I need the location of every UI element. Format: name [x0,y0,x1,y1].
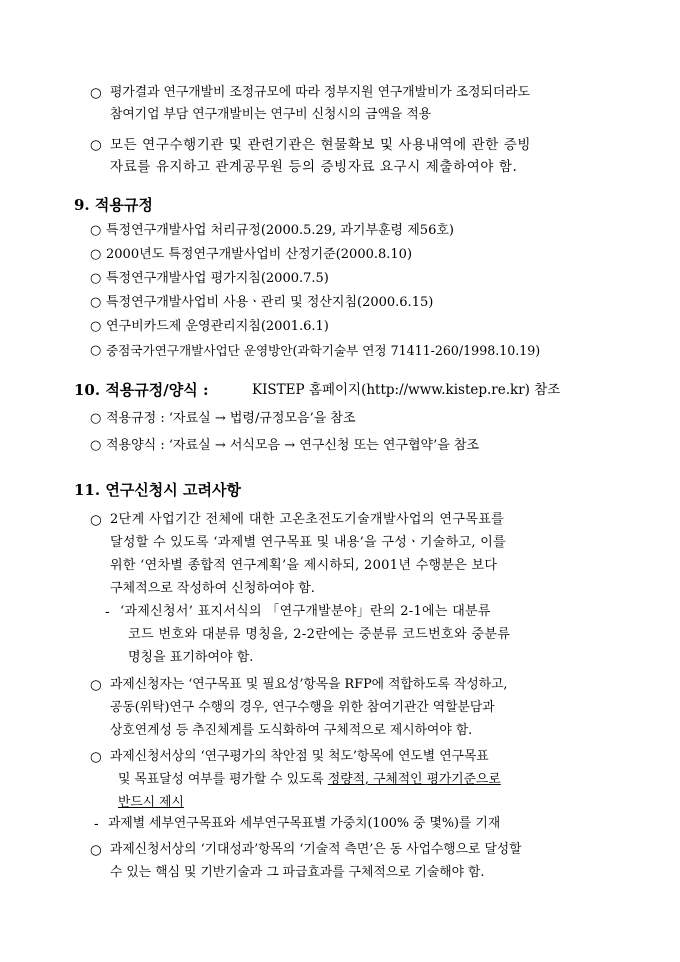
s11-bullet-1-line-1: 2단계 사업기간 전체에 대한 고온초전도기술개발사업의 연구목표를 [110,512,505,527]
s11-bullet-4-line-2: 수 있는 핵심 및 기반기술과 그 파급효과를 구체적으로 기술해야 함. [110,865,485,880]
s9-item-1: 특정연구개발사업 처리규정(2000.5.29, 과기부훈령 제56호) [106,223,454,238]
bullet-icon: ○ [90,343,102,358]
s11-bullet-4-line-1: 과제신청서상의 ‘기대성과’항목의 ‘기술적 측면’은 동 사업수행으로 달성할 [110,842,522,857]
s10-item-1: 적용규정 : ‘자료실 → 법령/규정모음’을 참조 [106,411,356,426]
s9-item-6: 중점국가연구개발사업단 운영방안(과학기술부 연정 71411-260/1998.10.19) [106,343,541,358]
s9-item-3: 특정연구개발사업 평가지침(2000.7.5) [106,271,329,286]
s9-item-4: 특정연구개발사업비 사용ㆍ관리 및 정산지침(2000.6.15) [106,295,434,310]
s11-bullet-1-line-4: 구체적으로 작성하여 신청하여야 함. [110,581,315,596]
s10-item-2: 적용양식 : ‘자료실 → 서식모음 → 연구신청 또는 연구협약’을 참조 [106,438,480,453]
section-9-heading: 9. 적용규정 [74,196,153,214]
s11-bullet-3-line-3-underlined: 반드시 제시 [118,795,184,810]
intro-bullet-2-line-2: 자료를 유지하고 관계공무원 등의 증빙자료 요구시 제출하여야 함. [110,159,518,175]
bullet-icon: ○ [90,438,102,453]
s11-bullet-2-line-2: 공동(위탁)연구 수행의 경우, 연구수행을 위한 참여기관간 역할분담과 [110,700,495,715]
bullet-icon: ○ [90,247,102,262]
s9-item-2: 2000년도 특정연구개발사업비 산정기준(2000.8.10) [106,247,413,262]
bullet-icon: ○ [90,749,102,765]
bullet-icon: ○ [90,295,102,310]
s9-item-5: 연구비카드제 운영관리지침(2001.6.1) [106,319,329,334]
section-10-heading: 10. 적용규정/양식 : [74,381,209,399]
s11-bullet-1-line-2: 달성할 수 있도록 ‘과제별 연구목표 및 내용’을 구성ㆍ기술하고, 이를 [110,535,506,550]
s11-dash-1-line-1: ‘과제신청서’ 표지서식의 「연구개발분야」란의 2-1에는 대분류 [120,604,491,619]
s11-bullet-3-line-2-plain: 및 목표달성 여부를 평가할 수 있도록 [118,772,328,787]
s11-bullet-3-line-1: 과제신청서상의 ‘연구평가의 착안점 및 척도’항목에 연도별 연구목표 [110,749,489,764]
section-11-heading: 11. 연구신청시 고려사항 [74,481,241,499]
intro-bullet-1-line-1: 평가결과 연구개발비 조정규모에 따라 정부지원 연구개발비가 조정되더라도 [110,85,530,100]
s11-bullet-2-line-1: 과제신청자는 ‘연구목표 및 필요성’항목을 RFP에 적합하도록 작성하고, [110,677,508,692]
s11-bullet-3-underlined-criteria: 정량적, 구체적인 평가기준으로 [327,772,501,787]
bullet-icon: ○ [90,842,102,858]
bullet-icon: ○ [90,677,102,693]
bullet-icon: ○ [90,411,102,426]
bullet-icon: ○ [90,137,102,153]
dash-icon: - [105,604,110,620]
bullet-icon: ○ [90,512,102,528]
s11-bullet-3-line-2 [118,771,501,789]
bullet-icon: ○ [90,319,102,334]
dash-icon: - [94,816,99,832]
intro-bullet-1-line-2: 참여기업 부담 연구개발비는 연구비 신청시의 금액을 적용 [110,107,432,122]
bullet-icon: ○ [90,85,102,101]
s11-bullet-1-line-3: 위한 ‘연차별 종합적 연구계획’을 제시하되, 2001년 수행분은 보다 [110,558,498,573]
s11-dash-2: 과제별 세부연구목표와 세부연구목표별 가중치(100% 중 몇%)를 기재 [108,816,501,831]
s11-dash-1-line-3: 명칭을 표기하여야 함. [128,650,254,665]
section-10-heading-tail: KISTEP 홈페이지(http://www.kistep.re.kr) 참조 [252,382,561,398]
intro-bullet-2-line-1: 모든 연구수행기관 및 관련기관은 현물확보 및 사용내역에 관한 증빙 [110,137,532,153]
s11-bullet-2-line-3: 상호연계성 등 추진체계를 도식화하여 구체적으로 제시하여야 함. [110,723,473,738]
bullet-icon: ○ [90,223,102,238]
s11-dash-1-line-2: 코드 번호와 대분류 명칭을, 2-2란에는 중분류 코드번호와 중분류 [128,627,511,642]
bullet-icon: ○ [90,271,102,286]
